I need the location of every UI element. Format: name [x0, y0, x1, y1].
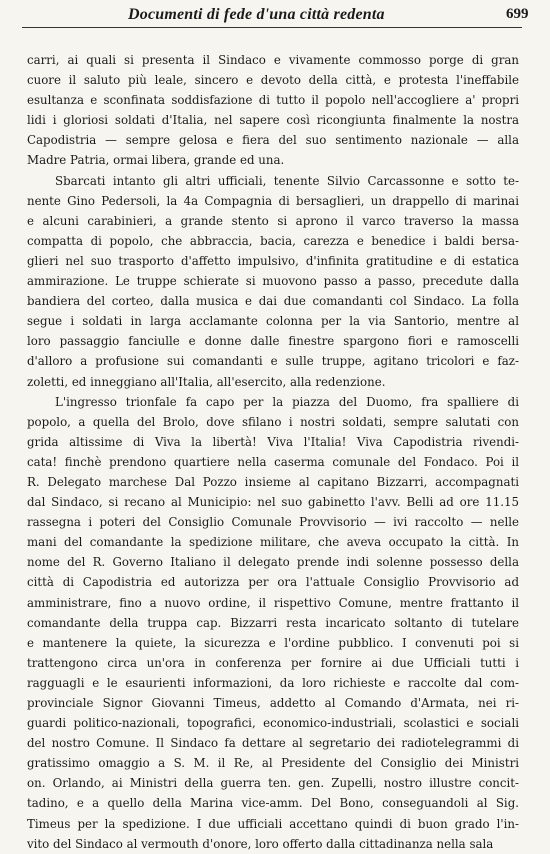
text-line: R. Delegato marchese Dal Pozzo insieme al capitano Bizzarri, accompagnati: [27, 474, 519, 489]
text-line: d'alloro a profusione sui comandanti e sulle truppe, agitano tricolori e faz-: [27, 354, 519, 369]
paragraph: [27, 171, 519, 392]
text-line: bandiera del corteo, dalla musica e dai due comandanti col Sindaco. La folla: [27, 294, 519, 309]
text-line: guardi politico-nazionali, topografici, economico-industriali, scolastici e sociali: [27, 716, 519, 731]
text-line: lidi i gloriosi soldati d'Italia, nel sapere così ricongiunta finalmente la nostra: [27, 113, 519, 128]
text-line: provinciale Signor Giovanni Timeus, addetto al Comando d'Armata, nei ri-: [27, 696, 519, 710]
text-line: grida altissime di Viva la libertà! Viva l'Italia! Viva Capodistria rivendi-: [27, 434, 519, 449]
text-line: del nostro Comune. Il Sindaco fa dettare al segretario dei radiotelegrammi di: [27, 736, 519, 751]
body-text: [27, 50, 519, 854]
text-line: comandante della truppa cap. Bizzarri resta incaricato soltanto di tutelare: [27, 615, 519, 630]
text-line: e alcuni carabinieri, a grande stento si aprono il varco traverso la massa: [27, 213, 519, 228]
text-line: compatta di popolo, che abbraccia, bacia, carezza e benedice i baldi bersa-: [27, 233, 519, 248]
text-line: popolo, a quella del Brolo, dove sfilano i nostri soldati, sempre salutati con: [27, 414, 519, 429]
text-line: on. Orlando, ai Ministri della guerra ten. gen. Zupelli, nostro illustre concit-: [27, 776, 519, 791]
page-header: [0, 0, 550, 30]
text-line: vito del Sindaco al vermouth d'onore, loro offerto dalla cittadinanza nella sala: [27, 836, 494, 851]
text-line: ragguagli e le esaurienti informazioni, da loro richieste e raccolte dal com-: [27, 675, 519, 690]
paragraph: [27, 50, 519, 171]
text-line: L'ingresso trionfale fa capo per la piazza del Duomo, fra spalliere di: [55, 394, 519, 409]
text-line: cuore il saluto più leale, sincero e devoto della città, e protesta l'ineffabile: [27, 73, 519, 88]
text-line: città di Capodistria ed autorizza per ora l'attuale Consiglio Provvisorio ad: [27, 575, 519, 590]
text-line: nome del R. Governo Italiano il delegato prende indi solenne possesso della: [27, 555, 519, 570]
text-line: mani del comandante la spedizione militare, che aveva occupato la città. In: [27, 535, 519, 550]
page-number: 699: [506, 6, 529, 22]
text-line: zoletti, ed inneggiano all'Italia, all'esercito, alla redenzione.: [27, 374, 386, 389]
paragraph: [27, 392, 519, 854]
text-line: nente Gino Pedersoli, la 4a Compagnia di bersaglieri, un drappello di marinai: [27, 193, 519, 208]
text-line: amministrare, fino a nuovo ordine, il rispettivo Comune, mentre frattanto il: [27, 595, 519, 610]
text-line: carri, ai quali si presenta il Sindaco e vivamente commosso porge di gran: [27, 53, 519, 67]
text-line: Madre Patria, ormai libera, grande ed una.: [27, 153, 285, 168]
text-line: glieri nel suo trasporto d'affetto impulsivo, d'infinita gratitudine e di estatica: [27, 253, 519, 268]
text-line: Capodistria — sempre gelosa e fiera del suo sentimento nazionale — alla: [27, 133, 519, 148]
text-line: gratissimo omaggio a S. M. il Re, al Presidente del Consiglio dei Ministri: [27, 756, 519, 771]
text-line: cata! finchè prendono quartiere nella caserma comunale del Fondaco. Poi il: [27, 454, 519, 469]
text-line: segue i soldati in larga acclamante colonna per la via Santorio, mentre al: [27, 314, 519, 329]
header-rule: [22, 27, 522, 28]
text-line: loro passaggio fanciulle e donne dalle finestre spargono fiori e ramoscelli: [27, 334, 519, 349]
text-line: Sbarcati intanto gli altri ufficiali, tenente Silvio Carcassonne e sotto te-: [55, 173, 519, 188]
text-line: ammirazione. Le truppe schierate si muovono passo a passo, precedute dalla: [27, 274, 519, 289]
text-line: e mantenere la quiete, la sicurezza e l'ordine pubblico. I convenuti poi si: [27, 635, 519, 650]
text-line: tadino, e a quello della Marina vice-amm. Del Bono, conseguandoli al Sig.: [27, 796, 519, 811]
text-line: Timeus per la spedizione. I due ufficiali accettano quindi di buon grado l'in-: [27, 816, 519, 831]
text-line: esultanza e sconfinata soddisfazione di tutto il popolo nell'accogliere a' propri: [27, 93, 519, 108]
text-line: rassegna i poteri del Consiglio Comunale Provvisorio — ivi raccolto — nelle: [27, 515, 519, 530]
running-title: Documenti di fede d'una città redenta: [128, 6, 385, 23]
text-line: trattengono circa un'ora in conferenza per fornire ai due Ufficiali tutti i: [27, 655, 519, 670]
text-line: dal Sindaco, si recano al Municipio: nel suo gabinetto l'avv. Belli ad ore 11.15: [27, 495, 519, 510]
